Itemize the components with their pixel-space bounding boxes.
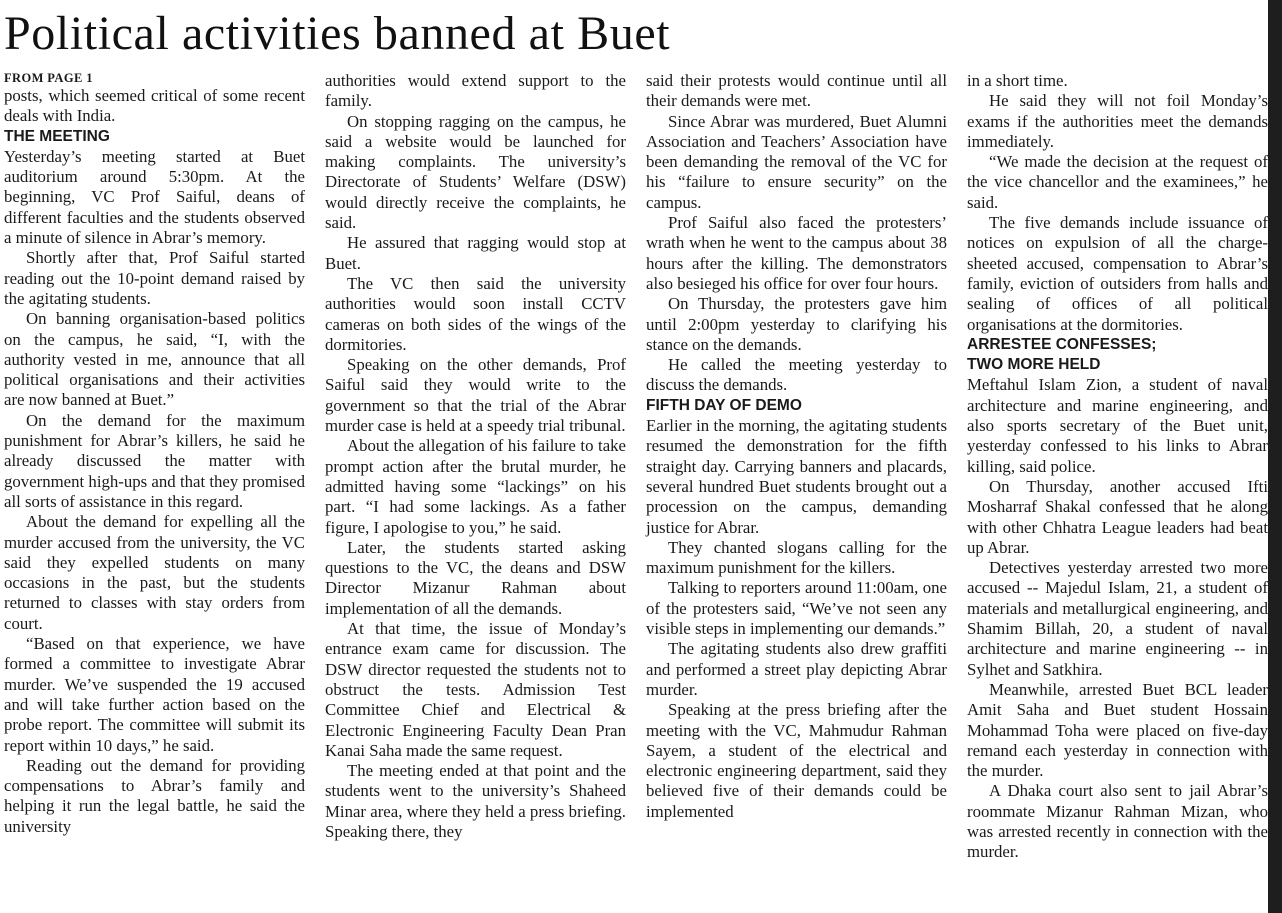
paragraph: authorities would extend support to the family. bbox=[325, 71, 626, 111]
paragraph: The VC then said the university authorities would soon install CCTV cameras on both sides of the wings of the dormitories. bbox=[325, 273, 626, 354]
article-column-2 bbox=[325, 71, 626, 842]
subhead-arrestee-confesses: ARRESTEE CONFESSES; bbox=[967, 335, 1157, 353]
paragraph: Talking to reporters around 11:00am, one of the protesters said, “We’ve not seen any visible steps in implementing our demands.” bbox=[646, 578, 947, 639]
paragraph: He called the meeting yesterday to discuss the demands. bbox=[646, 355, 947, 395]
paragraph: Shortly after that, Prof Saiful started reading out the 10-point demand raised by the agitating students. bbox=[4, 248, 305, 308]
paragraph: About the allegation of his failure to take prompt action after the brutal murder, he admitted having some “lackings” on his part. “I had some lackings. As a father figure, I apologise to you,” he said. bbox=[325, 436, 626, 537]
paragraph: The five demands include issuance of notices on expulsion of all the charge-sheeted accused, compensation to Abrar’s family, eviction of outsiders from halls and sealing of offices of all political organisations at the dormitories. bbox=[967, 213, 1268, 334]
kicker-from-page-1: FROM PAGE 1 bbox=[4, 71, 93, 85]
article-column-1 bbox=[4, 71, 305, 837]
paragraph: Speaking at the press briefing after the meeting with the VC, Mahmudur Rahman Sayem, a student of the electrical and electronic engineering department, said they believed five of their demands could be implemented bbox=[646, 700, 947, 821]
subhead-fifth-day-of-demo: FIFTH DAY OF DEMO bbox=[646, 396, 802, 414]
page-edge-shadow bbox=[1268, 0, 1282, 913]
paragraph: He assured that ragging would stop at Buet. bbox=[325, 233, 626, 273]
paragraph: Earlier in the morning, the agitating students resumed the demonstration for the fifth straight day. Carrying banners and placards, several hundred Buet students brought out a procession on the campus, demanding justice for Abrar. bbox=[646, 416, 947, 537]
paragraph: The agitating students also drew graffiti and performed a street play depicting Abrar murder. bbox=[646, 639, 947, 699]
paragraph: Reading out the demand for providing compensations to Abrar’s family and helping it run the legal battle, he said the university bbox=[4, 755, 305, 836]
subhead-the-meeting: THE MEETING bbox=[4, 127, 110, 145]
paragraph: Speaking on the other demands, Prof Saiful said they would write to the government so that the trial of the Abrar murder case is held at a speedy trial tribunal. bbox=[325, 355, 626, 436]
paragraph: Later, the students started asking questions to the VC, the deans and DSW Director Mizanur Rahman about implementation of all the demands. bbox=[325, 537, 626, 618]
subhead-two-more-held: TWO MORE HELD bbox=[967, 356, 1101, 374]
paragraph: Prof Saiful also faced the protesters’ wrath when he went to the campus about 38 hours after the killing. The demonstrators also besieged his office for over four hours. bbox=[646, 213, 947, 293]
paragraph: A Dhaka court also sent to jail Abrar’s roommate Mizanur Rahman Mizan, who was arrested recently in connection with the murder. bbox=[967, 781, 1268, 862]
paragraph: “We made the decision at the request of the vice chancellor and the examinees,” he said. bbox=[967, 152, 1268, 212]
paragraph: He said they will not foil Monday’s exams if the authorities meet the demands immediately. bbox=[967, 91, 1268, 151]
paragraph: On banning organisation-based politics on the campus, he said, “I, with the authority vested in me, announce that all political organisations and their activities are now banned at Buet.” bbox=[4, 309, 305, 410]
paragraph: On Thursday, another accused Ifti Mosharraf Shakal confessed that he along with other Chhatra League leaders had beat up Abrar. bbox=[967, 476, 1268, 557]
paragraph: On stopping ragging on the campus, he said a website would be launched for making complaints. The university’s Directorate of Students’ Welfare (DSW) would directly receive the complaints, he said. bbox=[325, 111, 626, 233]
article-column-3 bbox=[646, 71, 947, 822]
paragraph: Meanwhile, arrested Buet BCL leader Amit Saha and Buet student Hossain Mohammad Toha were placed on five-day remand each yesterday in connection with the murder. bbox=[967, 679, 1268, 781]
paragraph: Meftahul Islam Zion, a student of naval architecture and marine engineering, and also sports secretary of the Buet unit, yesterday confessed to his links to Abrar killing, said police. bbox=[967, 375, 1268, 476]
paragraph: On Thursday, the protesters gave him until 2:00pm yesterday to clarifying his stance on the demands. bbox=[646, 294, 947, 354]
paragraph: On the demand for the maximum punishment for Abrar’s killers, he said he already discussed the matter with government high-ups and that they promised all sorts of assistance in this regard. bbox=[4, 410, 305, 511]
paragraph: Detectives yesterday arrested two more accused -- Majedul Islam, 21, a student of materials and metallurgical engineering, and Shamim Billah, 20, a student of naval architecture and marine engineering -- in Sylhet and Satkhira. bbox=[967, 558, 1268, 679]
paragraph: Since Abrar was murdered, Buet Alumni Association and Teachers’ Association have been demanding the removal of the VC for his “failure to ensure security” on the campus. bbox=[646, 111, 947, 212]
paragraph: in a short time. bbox=[967, 71, 1068, 90]
article-column-4 bbox=[967, 71, 1268, 863]
paragraph: Yesterday’s meeting started at Buet auditorium around 5:30pm. At the beginning, VC Prof Saiful, deans of different faculties and the students observed a minute of silence in Abrar’s memory. bbox=[4, 146, 305, 248]
paragraph: The meeting ended at that point and the students went to the university’s Shaheed Minar area, where they held a press briefing. Speaking there, they bbox=[325, 761, 626, 841]
paragraph: “Based on that experience, we have formed a committee to investigate Abrar murder. We’ve suspended the 19 accused and will take further action based on the probe report. The committee will submit its report within 10 days,” he said. bbox=[4, 634, 305, 755]
paragraph: said their protests would continue until all their demands were met. bbox=[646, 71, 947, 111]
paragraph: They chanted slogans calling for the maximum punishment for the killers. bbox=[646, 537, 947, 578]
paragraph: posts, which seemed critical of some recent deals with India. bbox=[4, 86, 305, 126]
paragraph: About the demand for expelling all the murder accused from the university, the VC said they expelled students on many occasions in the past, but the students returned to classes with stay orders from court. bbox=[4, 512, 305, 633]
paragraph: At that time, the issue of Monday’s entrance exam came for discussion. The DSW director requested the students not to obstruct the tests. Admission Test Committee Chief and Electrical & Electronic Engineering Faculty Dean Pran Kanai Saha made the same request. bbox=[325, 619, 626, 760]
headline: Political activities banned at Buet bbox=[4, 7, 671, 60]
